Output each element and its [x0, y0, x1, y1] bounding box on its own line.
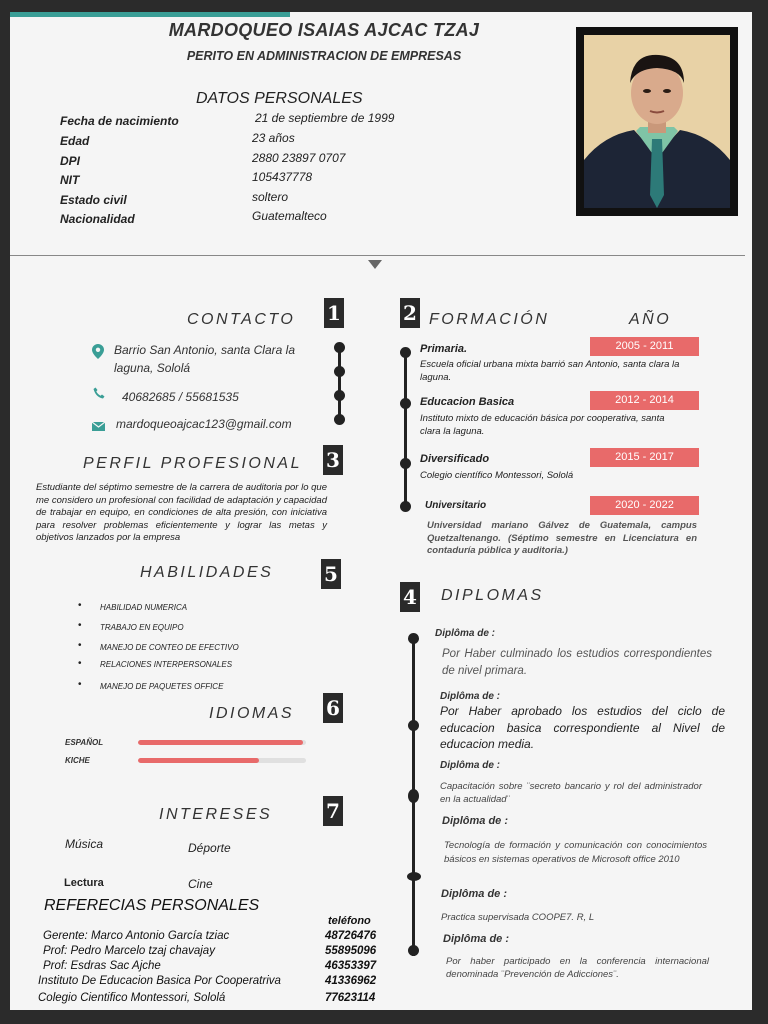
birthdate-label: Fecha de nacimiento — [60, 114, 179, 128]
language-name: ESPAÑOL — [65, 738, 104, 747]
section-number-1: 1 — [324, 298, 344, 328]
section-number-3: 3 — [323, 445, 343, 475]
skill-item: MANEJO DE PAQUETES OFFICE — [100, 682, 224, 691]
education-level: Primaria. — [420, 343, 468, 355]
education-institution: Universidad mariano Gálvez de Guatemala, campus Quetzaltenango. (Séptimo semestre en Licenciatura en contaduría pública y auditoria.) — [427, 520, 697, 556]
civil-status-value: soltero — [252, 190, 289, 204]
diploma-text: Por haber participado en la conferencia internacional denominada ¨Prevención de Adicciones¨. — [446, 956, 709, 980]
skill-item: HABILIDAD NUMERICA — [100, 603, 188, 612]
skill-item: RELACIONES INTERPERSONALES — [100, 660, 233, 669]
cv-page — [10, 12, 752, 1010]
diploma-text: Tecnología de formación y comunicación con conocimientos básicos en sistemas operativos de Microsoft office 2010 — [444, 840, 707, 865]
contact-timeline — [338, 346, 341, 422]
nationality-label: Nacionalidad — [60, 212, 135, 226]
personal-data-title: DATOS PERSONALES — [196, 90, 363, 107]
timeline-dot — [334, 390, 345, 401]
timeline-dot — [400, 501, 411, 512]
diploma-label: Diplôma de : — [443, 933, 510, 945]
civil-status-label: Estado civil — [60, 193, 127, 207]
diploma-text: Por Haber aprobado los estudios del ciclo de educacion basica correspondiente al Nivel de educacion media. — [440, 704, 725, 751]
nit-label: NIT — [60, 173, 80, 187]
interest-item: Lectura — [64, 877, 104, 889]
reference-name: Gerente: Marco Antonio García tziac — [43, 930, 230, 942]
language-bar — [138, 740, 306, 745]
education-institution: Colegio científico Montessori, Sololá — [420, 470, 574, 481]
interests-title: INTERESES — [159, 806, 273, 823]
reference-phone: 48726476 — [325, 930, 377, 942]
contact-address: Barrio San Antonio, santa Clara la laguna, Sololá — [114, 343, 295, 375]
education-timeline — [404, 352, 407, 507]
diploma-text: Practica supervisada COOPE7. R, L — [441, 912, 595, 923]
diploma-label: Diplôma de : — [440, 760, 501, 771]
diploma-label: Diplôma de : — [440, 691, 501, 702]
skills-title: HABILIDADES — [140, 564, 274, 581]
contact-phone: 40682685 / 55681535 — [122, 390, 239, 404]
diploma-text: Capacitación sobre ¨secreto bancario y rol del administrador en la actualidad¨ — [440, 781, 702, 805]
reference-phone: 55895096 — [325, 945, 377, 957]
interest-item: Déporte — [188, 841, 231, 855]
language-bar — [138, 758, 306, 763]
age-label: Edad — [60, 134, 90, 148]
language-name: KICHE — [65, 756, 90, 765]
reference-phone: 41336962 — [325, 975, 377, 987]
languages-title: IDIOMAS — [209, 705, 295, 722]
reference-name: Prof: Pedro Marcelo tzaj chavajay — [43, 945, 215, 957]
timeline-dot — [334, 366, 345, 377]
education-years: 2020 - 2022 — [590, 496, 699, 515]
timeline-dot — [407, 872, 421, 881]
bullet-icon: • — [78, 658, 82, 669]
timeline-dot — [334, 342, 345, 353]
dpi-value: 2880 23897 0707 — [252, 151, 346, 165]
reference-name: Instituto De Educacion Basica Por Cooperatriva — [38, 975, 281, 987]
diploma-text: Por Haber culminado los estudios correspondientes de nivel primara. — [442, 648, 712, 677]
timeline-dot — [334, 414, 345, 425]
education-level: Diversificado — [420, 453, 490, 465]
bullet-icon: • — [78, 620, 82, 631]
timeline-dot — [408, 720, 419, 731]
diploma-label: Diplôma de : — [441, 888, 508, 900]
education-years: 2005 - 2011 — [590, 337, 699, 356]
section-number-7: 7 — [323, 796, 343, 826]
profile-text: Estudiante del séptimo semestre de la carrera de auditoria por lo que me considero un profesional con facilidad de adaptación y capacidad de trabajar en equipo, en condiciones de alta presión, con iniciativa para resolver problemas eficientemente y lograr las metas y objetivos lanzados por la empresa — [36, 482, 327, 543]
phone-icon — [93, 386, 105, 404]
bullet-icon: • — [78, 600, 82, 611]
full-name: MARDOQUEO ISAIAS AJCAC TZAJ — [168, 20, 480, 40]
section-number-6: 6 — [323, 693, 343, 723]
interest-item: Música — [65, 837, 104, 851]
profile-photo-frame — [576, 27, 738, 216]
profile-title: PERFIL PROFESIONAL — [83, 455, 302, 472]
timeline-dot — [408, 789, 419, 803]
age-value: 23 años — [252, 131, 295, 145]
nationality-value: Guatemalteco — [252, 209, 327, 223]
reference-name: Prof: Esdras Sac Ajche — [43, 960, 161, 972]
bullet-icon: • — [78, 679, 82, 690]
section-number-2: 2 — [400, 298, 420, 328]
dpi-label: DPI — [60, 154, 81, 168]
contact-title: CONTACTO — [187, 311, 296, 328]
section-number-5: 5 — [321, 559, 341, 589]
timeline-dot — [400, 398, 411, 409]
education-years: 2012 - 2014 — [590, 391, 699, 410]
language-bar-fill — [138, 758, 259, 763]
email-icon — [92, 418, 105, 436]
accent-bar — [10, 12, 290, 17]
reference-phone: 77623114 — [325, 992, 376, 1004]
education-level: Universitario — [425, 500, 487, 511]
diploma-label: Diplôma de : — [442, 815, 509, 827]
birthdate-value: 21 de septiembre de 1999 — [255, 111, 395, 125]
reference-phone: 46353397 — [325, 960, 377, 972]
nit-value: 105437778 — [252, 170, 313, 184]
job-title: PERITO EN ADMINISTRACION DE EMPRESAS — [186, 49, 462, 63]
timeline-dot — [408, 633, 419, 644]
profile-photo — [584, 35, 730, 208]
section-number-4: 4 — [400, 582, 420, 612]
education-years: 2015 - 2017 — [590, 448, 699, 467]
diplomas-title: DIPLOMAS — [441, 587, 544, 604]
references-phone-header: teléfono — [328, 915, 371, 927]
references-title: REFERECIAS PERSONALES — [44, 897, 260, 914]
timeline-dot — [400, 458, 411, 469]
timeline-dot — [400, 347, 411, 358]
education-institution: Instituto mixto de educación básica por cooperativa, santa clara la laguna. — [420, 413, 665, 437]
education-institution: Escuela oficial urbana mixta barrió san Antonio, santa clara la laguna. — [420, 359, 680, 383]
timeline-dot — [408, 945, 419, 956]
diploma-label: Diplôma de : — [435, 628, 496, 639]
education-title: FORMACIÓN — [429, 311, 550, 328]
education-level: Educacion Basica — [420, 396, 515, 408]
location-pin-icon — [92, 344, 104, 364]
interest-item: Cine — [188, 877, 213, 891]
contact-email[interactable]: mardoqueoajcac123@gmail.com — [116, 417, 292, 431]
language-bar-fill — [138, 740, 303, 745]
divider-arrow-icon — [368, 260, 382, 269]
reference-name: Colegio Cientifico Montessori, Sololá — [38, 992, 226, 1004]
year-header: AÑO — [629, 311, 672, 328]
skill-item: MANEJO DE CONTEO DE EFECTIVO — [100, 643, 239, 652]
skill-item: TRABAJO EN EQUIPO — [100, 623, 184, 632]
bullet-icon: • — [78, 640, 82, 651]
header-divider — [10, 255, 745, 256]
